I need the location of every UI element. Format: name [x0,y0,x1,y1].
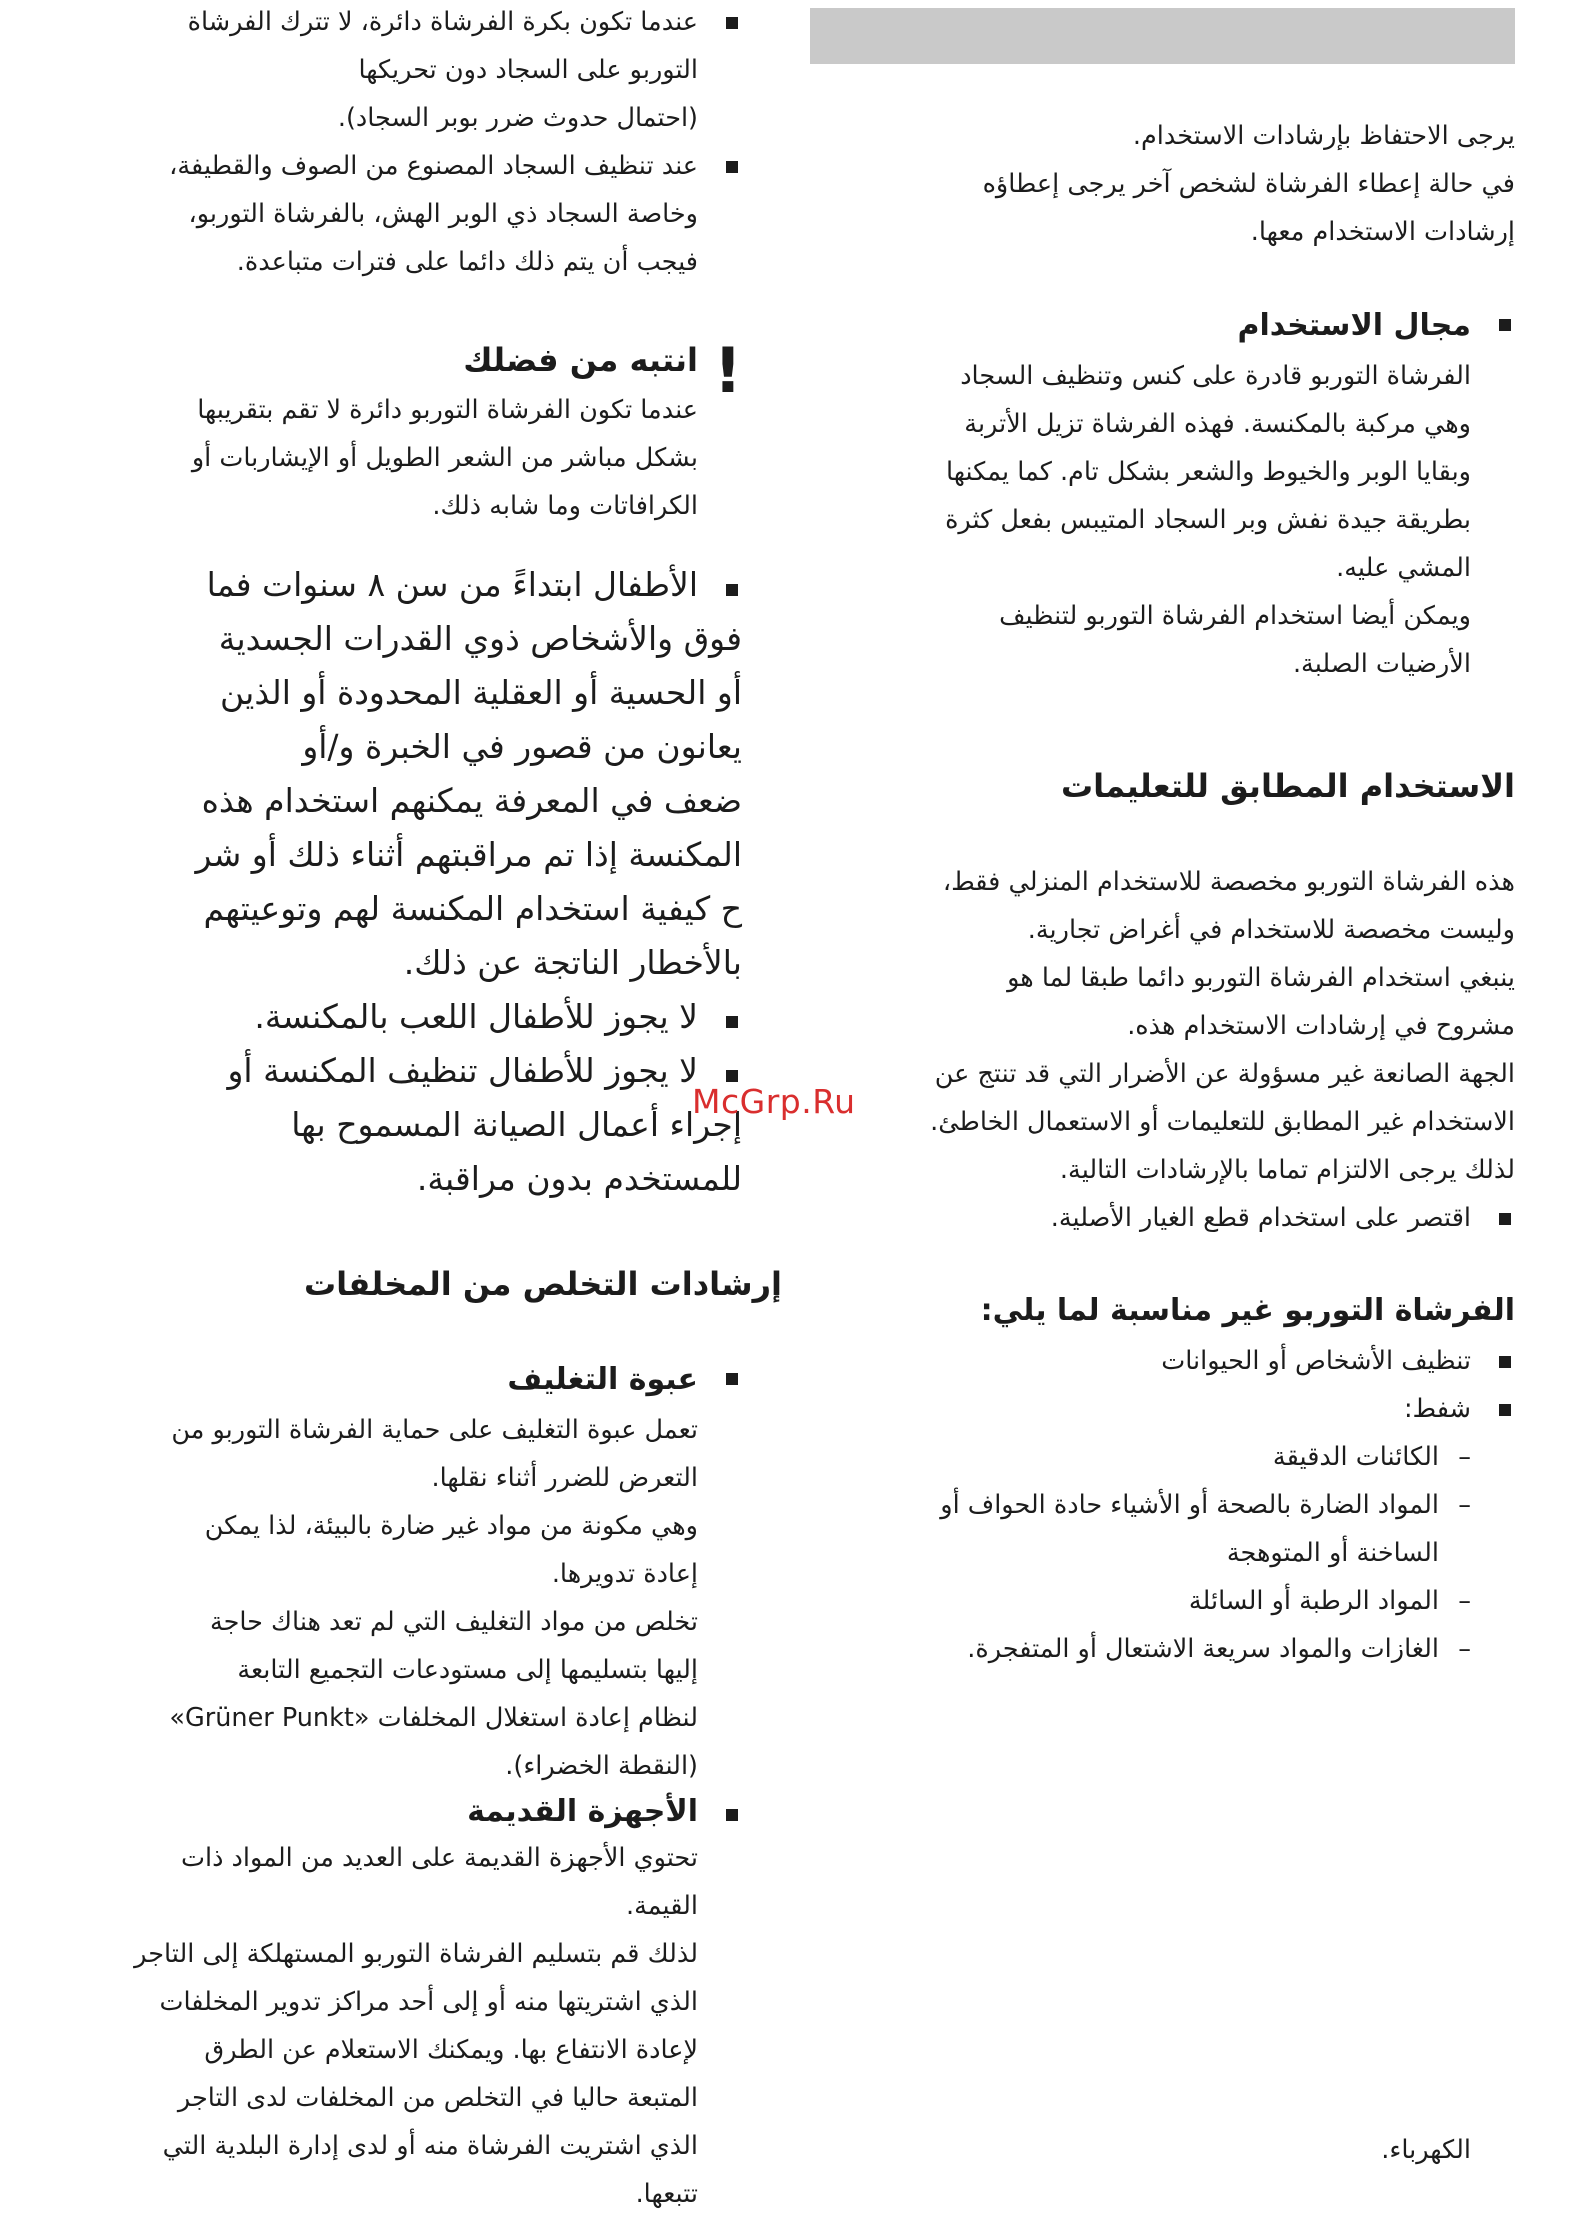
intro-line: في حالة إعطاء الفرشاة لشخص آخر يرجى إعطاؤه [982,169,1515,199]
no-clean-line: لا يجوز للأطفال تنظيف المكنسة أو [40,1044,742,1098]
children-line: ح كيفية استخدام المكنسة لهم وتوعيتهم [203,889,742,928]
attention-line: بشكل مباشر من الشعر الطويل أو الإيشاربات أو [191,443,698,473]
top-bullet-line: وخاصة السجاد ذي الوبر الهش، بالفرشاة التوربو، [188,199,698,229]
old-devices-line: المتبعة حاليا في التخلص من المخلفات لدى التاجر [177,2083,698,2113]
packaging-line: تعمل عبوة التغليف على حماية الفرشاة التوربو من [171,1415,698,1445]
packaging-title: عبوة التغليف [40,1354,742,1406]
not-suitable-title: الفرشاة التوربو غير مناسبة لما يلي: [980,1293,1515,1328]
packaging-line: تخلص من مواد التغليف التي لم تعد هناك حاجة [209,1607,698,1637]
proper-use-line: ينبغي استخدام الفرشاة التوربو دائما طبقا لما هو [1007,963,1515,993]
usage-line: ويمكن أيضا استخدام الفرشاة التوربو لتنظيف [999,601,1471,631]
children-line: فوق والأشخاص ذوي القدرات الجسدية [218,619,742,658]
usage-area-title: مجال الاستخدام [810,300,1515,352]
disposal-title: إرشادات التخلص من المخلفات [303,1265,782,1303]
children-line: بالأخطار الناتجة عن ذلك. [403,943,742,982]
usage-line: بطريقة جيدة نفش وبر السجاد المتيبس بفعل كثرة [945,505,1471,535]
old-devices-line: القيمة. [626,1891,698,1921]
original-parts-bullet: اقتصر على استخدام قطع الغيار الأصلية. [810,1194,1515,1242]
children-line: أو الحسية أو العقلية المحدودة أو الذين [220,673,742,712]
watermark-text: McGrp.Ru [692,1082,856,1121]
packaging-line: لنظام إعادة استغلال المخلفات «Grüner Punkt» [169,1703,698,1733]
no-clean-line: للمستخدم بدون مراقبة. [416,1159,742,1198]
old-devices-line: تحتوي الأجهزة القديمة على العديد من المواد ذات [180,1843,698,1873]
top-bullets [40,0,742,286]
no-clean-line: إجراء أعمال الصيانة المسموح بها [291,1105,742,1144]
packaging-line: وهي مكونة من مواد غير ضارة بالبيئة، لذا يمكن [204,1511,698,1541]
not-suitable-bullet: شفط: [810,1385,1515,1433]
children-section [40,558,742,1206]
old-devices-line: الذي اشتريت الفرشاة منه أو لدى إدارة البلدية التي [162,2131,698,2161]
attention-section [40,334,742,530]
usage-area-section [810,300,1515,688]
suction-item-cont: الساخنة أو المتوهجة [1226,1538,1439,1568]
header-grey-bar [810,8,1515,64]
intro-block [810,112,1515,256]
children-line: يعانون من قصور في الخبرة و/أو [302,727,742,766]
attention-line: عندما تكون الفرشاة التوربو دائرة لا تقم بتقريبها [197,395,698,425]
top-bullet-line: عند تنظيف السجاد المصنوع من الصوف والقطيفة، [40,142,742,190]
usage-line: وهي مركبة بالمكنسة. فهذه الفرشاة تزيل الأتربة [964,409,1471,439]
proper-use-line: لذلك يرجى الالتزام تماما بالإرشادات التالية. [1059,1155,1515,1185]
not-suitable-section [810,1285,1515,1673]
proper-use-line: الجهة الصانعة غير مسؤولة عن الأضرار التي قد تنتج عن [934,1059,1515,1089]
not-suitable-bullet: تنظيف الأشخاص أو الحيوانات [810,1337,1515,1385]
packaging-line: التعرض للضرر أثناء نقلها. [431,1463,698,1493]
proper-use-section [810,758,1515,1242]
proper-use-line: هذه الفرشاة التوربو مخصصة للاستخدام المنزلي فقط، [942,867,1515,897]
children-line: ضعف في المعرفة يمكنهم استخدام هذه [201,781,742,820]
footer-word: الكهرباء. [1381,2135,1471,2165]
packaging-line: (النقطة الخضراء). [505,1751,698,1781]
old-devices-line: الذي اشتريتها منه أو إلى أحد مراكز تدوير المخلفات [159,1987,698,2017]
suction-item: – المواد الرطبة أو السائلة [810,1577,1515,1625]
old-devices-title: الأجهزة القديمة [40,1790,742,1834]
no-play-line: لا يجوز للأطفال اللعب بالمكنسة. [40,990,742,1044]
disposal-section [40,1256,782,1312]
top-bullet-line: فيجب أن يتم ذلك دائما على فترات متباعدة. [236,247,698,277]
proper-use-title: الاستخدام المطابق للتعليمات [1060,767,1515,805]
attention-title: انتبه من فضلك [463,341,698,379]
old-devices-line: لذلك قم بتسليم الفرشاة التوربو المستهلكة إلى التاجر [134,1939,698,1969]
top-bullet-line: عندما تكون بكرة الفرشاة دائرة، لا تترك الفرشاة [40,0,742,46]
intro-line: إرشادات الاستخدام معها. [1250,217,1515,247]
packaging-line: إليها بتسليمها إلى مستودعات التجميع التابعة [237,1655,698,1685]
intro-line: يرجى الاحتفاظ بإرشادات الاستخدام. [1132,121,1515,151]
packaging-line: إعادة تدويرها. [551,1559,698,1589]
usage-line: الفرشاة التوربو قادرة على كنس وتنظيف السجاد [960,361,1471,391]
suction-item: – الغازات والمواد سريعة الاشتعال أو المتفجرة. [810,1625,1515,1673]
children-line: المكنسة إذا تم مراقبتهم أثناء ذلك أو شر [195,835,742,874]
usage-line: الأرضيات الصلبة. [1292,649,1471,679]
suction-item: – الكائنات الدقيقة [810,1433,1515,1481]
warning-exclamation-icon: ! [713,334,742,407]
attention-line: الكرافاتات وما شابه ذلك. [432,491,698,521]
proper-use-line: الاستخدام غير المطابق للتعليمات أو الاستعمال الخاطئ. [930,1107,1515,1137]
old-devices-line: لإعادة الانتفاع بها. ويمكنك الاستعلام عن الطرق [204,2035,698,2065]
usage-line: وبقايا الوبر والخيوط والشعر بشكل تام. كما يمكنها [945,457,1471,487]
packaging-section [40,1354,742,2218]
top-bullet-line: التوربو على السجاد دون تحريكها [358,55,698,85]
children-line: الأطفال ابتداءً من سن ٨ سنوات فما [40,558,742,612]
suction-item: – المواد الضارة بالصحة أو الأشياء حادة الحواف أو [810,1481,1515,1529]
proper-use-line: مشروح في إرشادات الاستخدام هذه. [1127,1011,1515,1041]
top-bullet-line: (احتمال حدوث ضرر بوبر السجاد). [337,103,698,133]
proper-use-line: وليست مخصصة للاستخدام في أغراض تجارية. [1027,915,1515,945]
old-devices-line: تتبعها. [635,2179,698,2209]
usage-line: المشي عليه. [1336,553,1471,583]
